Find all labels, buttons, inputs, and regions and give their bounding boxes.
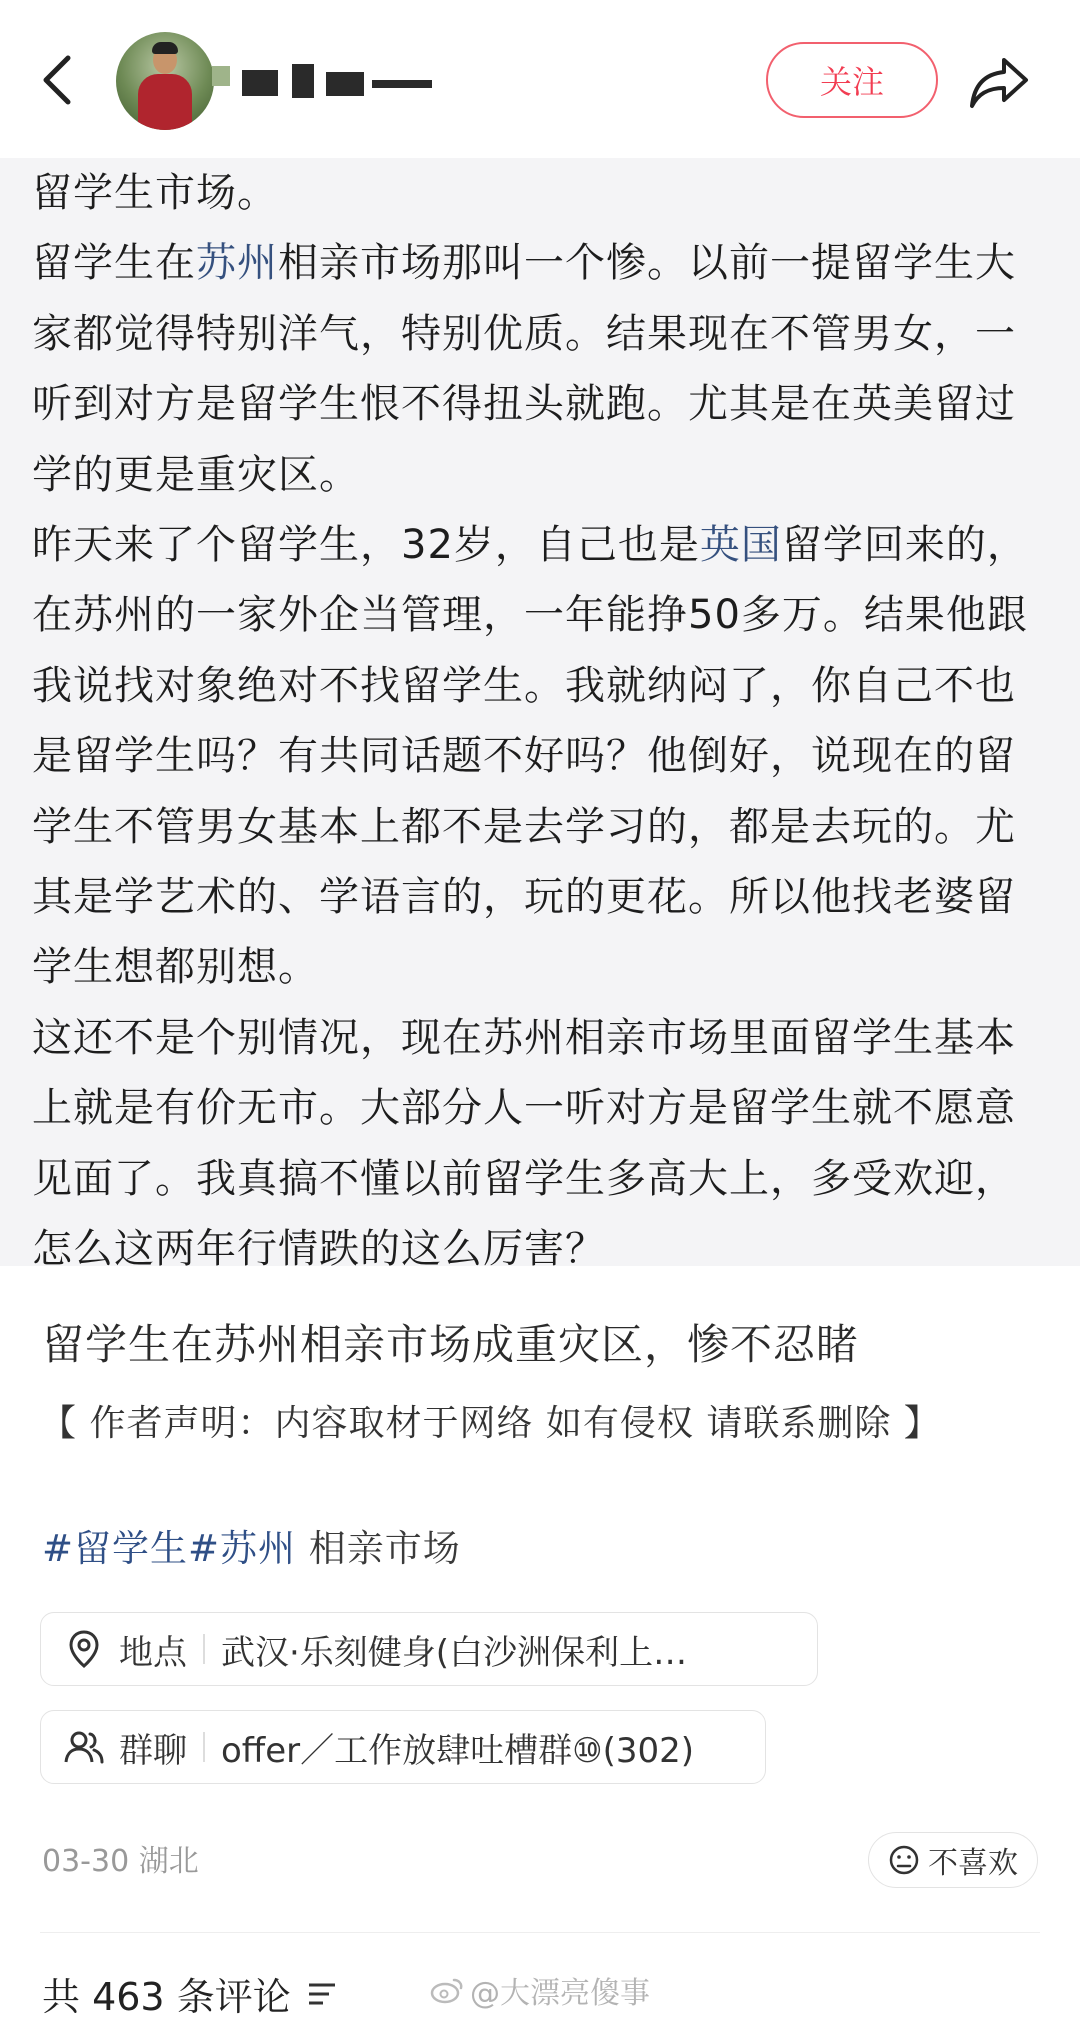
sort-icon[interactable]: [305, 1979, 339, 2009]
section-divider: [40, 1932, 1040, 1933]
comments-header[interactable]: [42, 1966, 339, 2021]
article-image: [0, 158, 1080, 1273]
divider: [203, 1634, 205, 1664]
group-chat-chip[interactable]: [40, 1710, 766, 1784]
group-label: 群聊: [119, 1730, 187, 1771]
avatar-body: [138, 74, 192, 130]
follow-button[interactable]: 关注: [766, 42, 938, 118]
author-statement: 【 作者声明：内容取材于网络 如有侵权 请联系删除 】: [40, 1403, 941, 1444]
group-users-icon: [63, 1726, 105, 1768]
comments-count: 共 463 条评论: [42, 1975, 291, 2019]
sad-face-icon: [888, 1844, 920, 1876]
share-icon[interactable]: [964, 52, 1034, 112]
weibo-watermark: [430, 1968, 650, 2012]
article-paragraph: 留学生市场。: [32, 170, 278, 216]
avatar[interactable]: [116, 32, 214, 130]
dislike-label: 不喜欢: [928, 1846, 1018, 1881]
date-region: 03-30 湖北: [42, 1844, 199, 1879]
group-value: offer／工作放肆吐槽群⑩(302): [221, 1730, 695, 1771]
article-text: [0, 158, 1080, 1285]
watermark-text: @大漂亮傻事: [470, 1976, 650, 2011]
article-paragraph: 留学生在苏州相亲市场那叫一个惨。以前一提留学生大家都觉得特别洋气，特别优质。结果现在不管男女，一听到对方是留学生恨不得扭头就跑。尤其是在英美留过学的更是重灾区。: [32, 240, 1016, 498]
top-bar: [0, 0, 1080, 159]
redacted-username: [212, 62, 452, 100]
hashtag-suzhou[interactable]: #苏州: [188, 1527, 297, 1570]
hashtag-study-abroad[interactable]: #留学生: [42, 1527, 189, 1570]
location-chip[interactable]: [40, 1612, 818, 1686]
dislike-button[interactable]: [868, 1832, 1038, 1888]
weibo-logo-icon: [430, 1976, 464, 2004]
highlighted-keyword: 英国: [699, 522, 782, 569]
article-paragraph: 昨天来了个留学生，32岁，自己也是英国留学回来的，在苏州的一家外企当管理，一年能挣50多万。结果他跟我说找对象绝对不找留学生。我就纳闷了，你自己不也是留学生吗？有共同话题不好吗？他倒好，说现在的留学生不管男女基本上都不是去学习的，都是去玩的。尤其是学艺术的、学语言的，玩的更花。所以他找老婆留学生想都别想。: [32, 522, 1028, 991]
avatar-hair: [152, 42, 178, 54]
location-value: 武汉·乐刻健身(白沙洲保利上…: [221, 1632, 688, 1673]
divider: [203, 1732, 205, 1762]
tag-row: [42, 1518, 461, 1572]
location-label: 地点: [119, 1632, 187, 1673]
back-arrow-icon[interactable]: [38, 52, 82, 108]
topic-text: 相亲市场: [296, 1527, 461, 1570]
post-title: 留学生在苏州相亲市场成重灾区，惨不忍睹: [42, 1320, 860, 1369]
highlighted-keyword: 苏州: [196, 240, 278, 287]
location-pin-icon: [63, 1628, 105, 1670]
article-paragraph: 这还不是个别情况，现在苏州相亲市场里面留学生基本上就是有价无市。大部分人一听对方是留学生就不愿意见面了。我真搞不懂以前留学生多高大上，多受欢迎，怎么这两年行情跌的这么厉害？: [32, 1014, 1016, 1273]
